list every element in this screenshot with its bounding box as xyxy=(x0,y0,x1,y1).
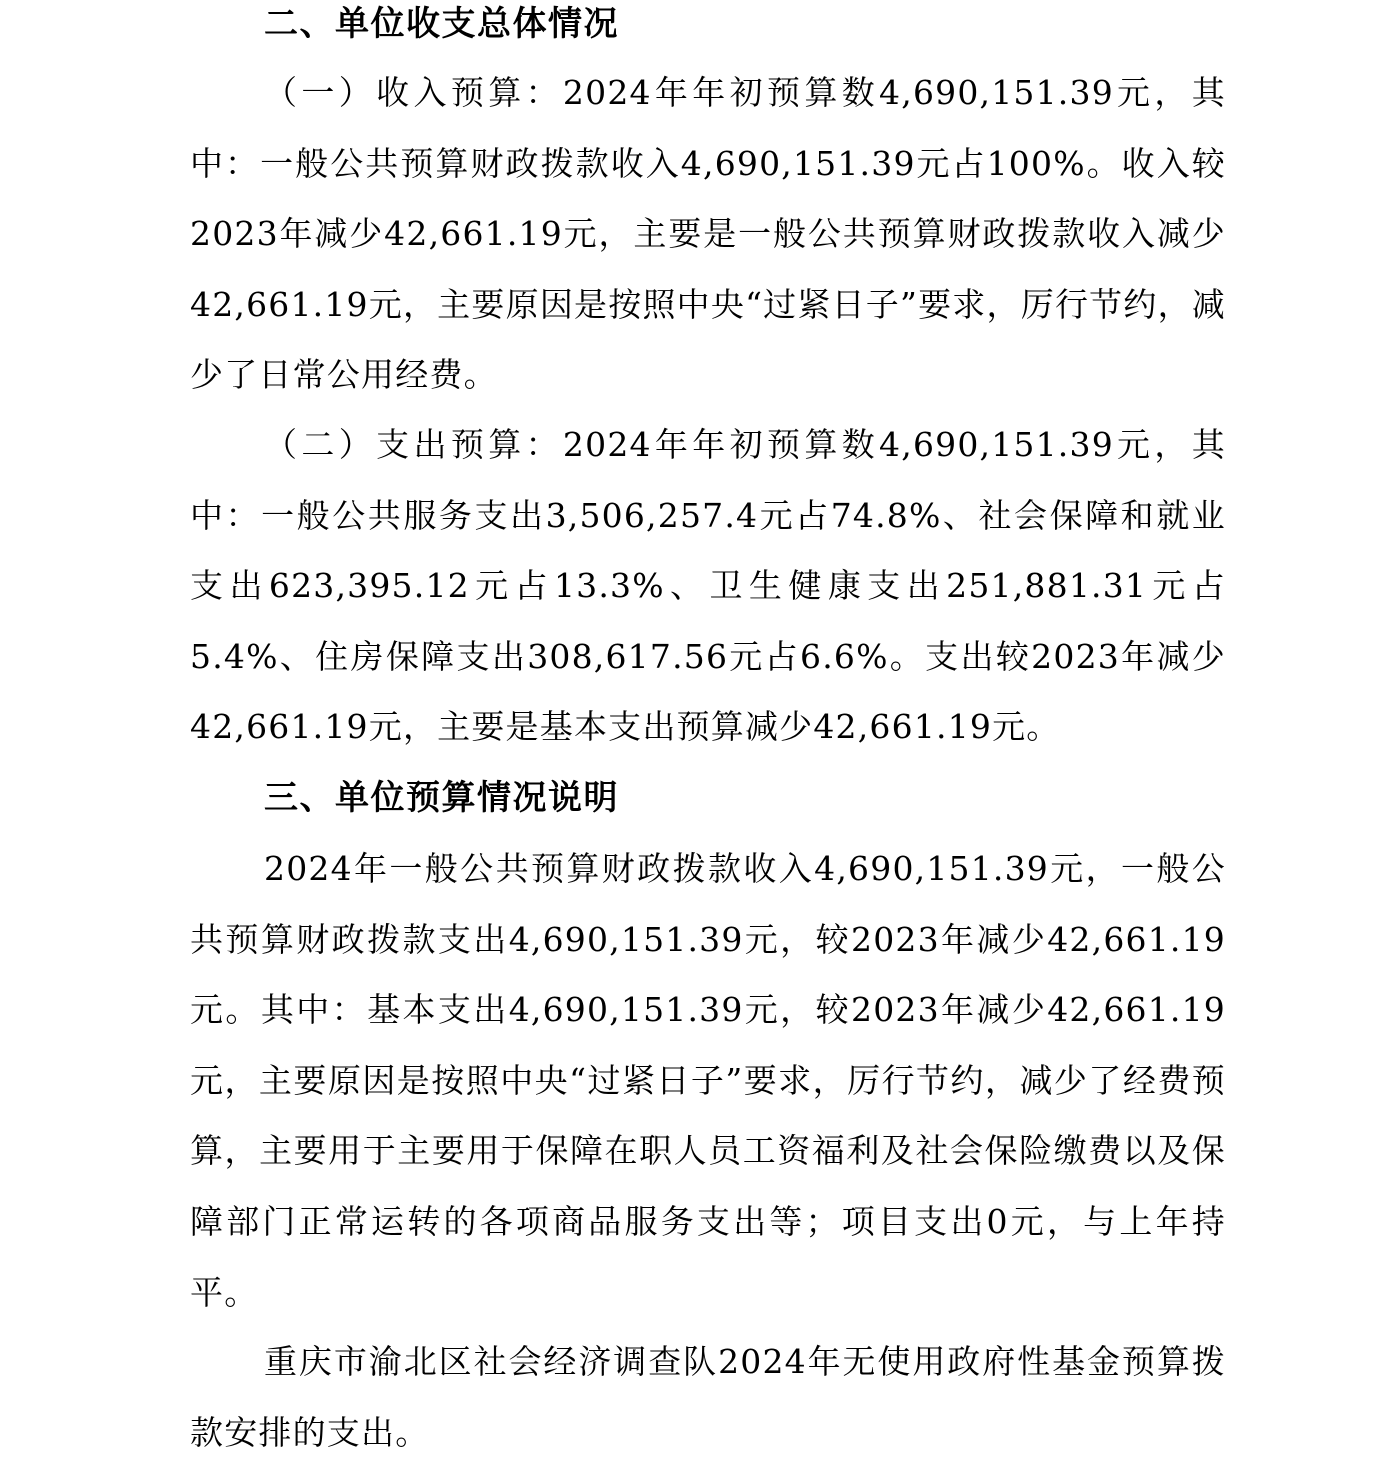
section-heading-budget-explanation: 三、单位预算情况说明 xyxy=(264,778,619,818)
section-heading-budget-overview: 二、单位收支总体情况 xyxy=(264,4,619,44)
paragraph-income-budget xyxy=(190,58,1226,411)
paragraph-fiscal-appropriation: 2024年一般公共预算财政拨款收入4,690,151.39元，一般公共预算财政拨款支出4,690,151.39元，较2023年减少42,661.19元。其中：基本支出4,690,151.39元，较2023年减少42,661.19元，主要原因是按照中央“过紧日子”要求，厉行节约，减少了经费预算，主要用于主要用于保障在职人员工资福利及社会保险缴费以及保障部门正常运转的各项商品服务支出等；项目支出0元，与上年持平。 xyxy=(190,849,1226,1312)
paragraph-government-fund: 重庆市渝北区社会经济调查队2024年无使用政府性基金预算拨款安排的支出。 xyxy=(190,1342,1226,1452)
paragraph-income-budget-text: 2024年年初预算数4,690,151.39元，其中：一般公共预算财政拨款收入4,690,151.39元占100%。收入较2023年减少42,661.19元，主要是一般公共预算财政拨款收入减少42,661.19元，主要原因是按照中央“过紧日子”要求，厉行节约，减少了日常公用经费。 xyxy=(190,73,1226,395)
paragraph-expense-budget xyxy=(190,410,1226,763)
paragraph-expense-budget-text: 2024年年初预算数4,690,151.39元，其中：一般公共服务支出3,506,257.4元占74.8%、社会保障和就业支出623,395.12元占13.3%、卫生健康支出251,881.31元占5.4%、住房保障支出308,617.56元占6.6%。支出较2023年减少42,661.19元，主要是基本支出预算减少42,661.19元。 xyxy=(190,425,1226,747)
paragraph-expense-budget-title: （二）支出预算： xyxy=(264,425,563,464)
paragraph-income-budget-title: （一）收入预算： xyxy=(264,73,563,112)
